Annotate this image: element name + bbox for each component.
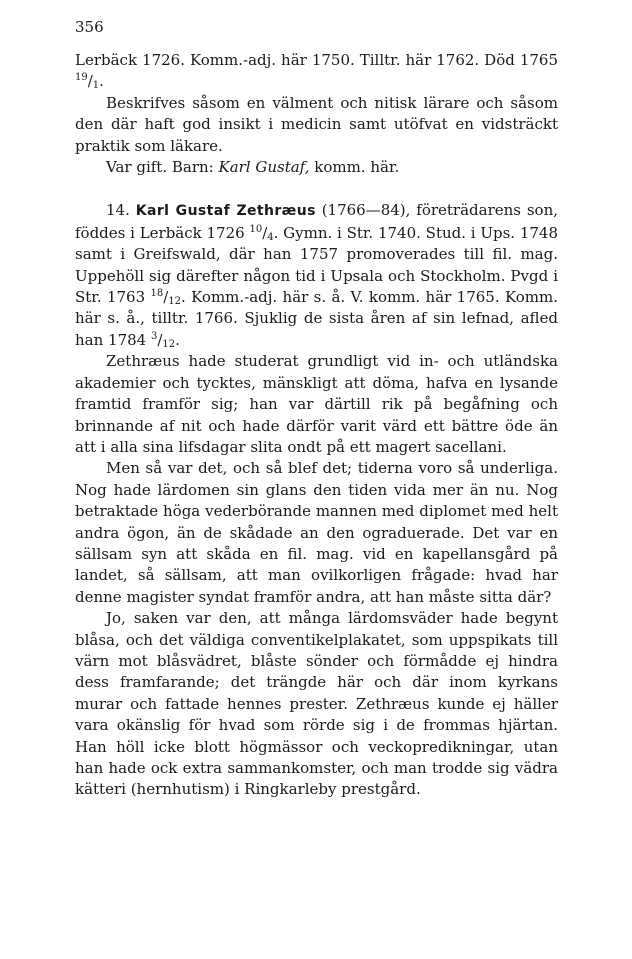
paragraph-studies: Zethræus hade studerat grundligt vid in- och utländska akademier och tycktes, mänskligt att döma, hafva en lysande framtid framför sig; han var därtill rik på begåfning och brinnande af nit och hade därför varit värd ett bättre öde än att i alla sina lifsdagar slita ondt på ett magert sacellani. (75, 352, 558, 456)
entry-separator (75, 178, 558, 200)
paragraph-family: Var gift. Barn: Karl Gustaf, komm. här. (106, 158, 400, 177)
entry-name: Karl Gustaf Zethræus (135, 203, 316, 220)
body-text (75, 50, 558, 801)
page-number: 356 (75, 18, 104, 36)
entry-14-heading: 14. Karl Gustaf Zethræus (1766—84), företrädarens son, föddes i Lerbäck 1726 $^{10}/_4$. Gymn. i Str. 1740. Stud. i Ups. 1748 samt i Greifswald, där han 1757 promoverades till fil. mag. Uppehöll sig därefter någon tid i Upsala och Stockholm. Pvgd i Str. 1763 $^{18}/_{12}$. Komm.-adj. här s. å. V. komm. här 1765. Komm. här s. å., tilltr. 1766. Sjuklig de sista åren af sin lefnad, afled han 1784 $^3/_{12}$. (75, 201, 559, 350)
child-name: Karl Gustaf, (218, 158, 310, 177)
paragraph-pietism: Jo, saken var den, att många lärdomsväder hade begynt blåsa, och det väldiga conventikelplakatet, som uppspikats till värn mot blåsvädret, blåste sönder och förmådde ej hindra dess framfarande; det trängde här och där inom kyrkans murar och fattade hennes prester. Zethræus kunde ej häller vara okänslig för hvad som rörde sig i de frommas hjärtan. Han höll icke blott högmässor och veckopredikningar, utan han hade ock extra sammankomster, och man trodde sig vädra kätteri (hernhutism) i Ringkarleby prestgård. (75, 609, 558, 799)
paragraph-career-end: Lerbäck 1726. Komm.-adj. här 1750. Tilltr. här 1762. Död 1765 $^{19}/_1$. (75, 51, 558, 92)
paragraph-times: Men så var det, och så blef det; tiderna voro så underliga. Nog hade lärdomen sin glans den tiden vida mer än nu. Nog betraktade höga vederbörande mannen med diplomet med helt andra ögon, än de skådade an den ograduerade. Det var en sällsam syn att skåda en fil. mag. vid en kapellansgård på landet, så sällsam, att man ovilkorligen frågade: hvad har denne magister syndat framför andra, att han måste sitta där? (75, 459, 558, 606)
paragraph-description: Beskrifves såsom en välment och nitisk lärare och såsom den där haft god insikt i medicin samt utöfvat en vidsträckt praktik som läkare. (75, 93, 558, 155)
